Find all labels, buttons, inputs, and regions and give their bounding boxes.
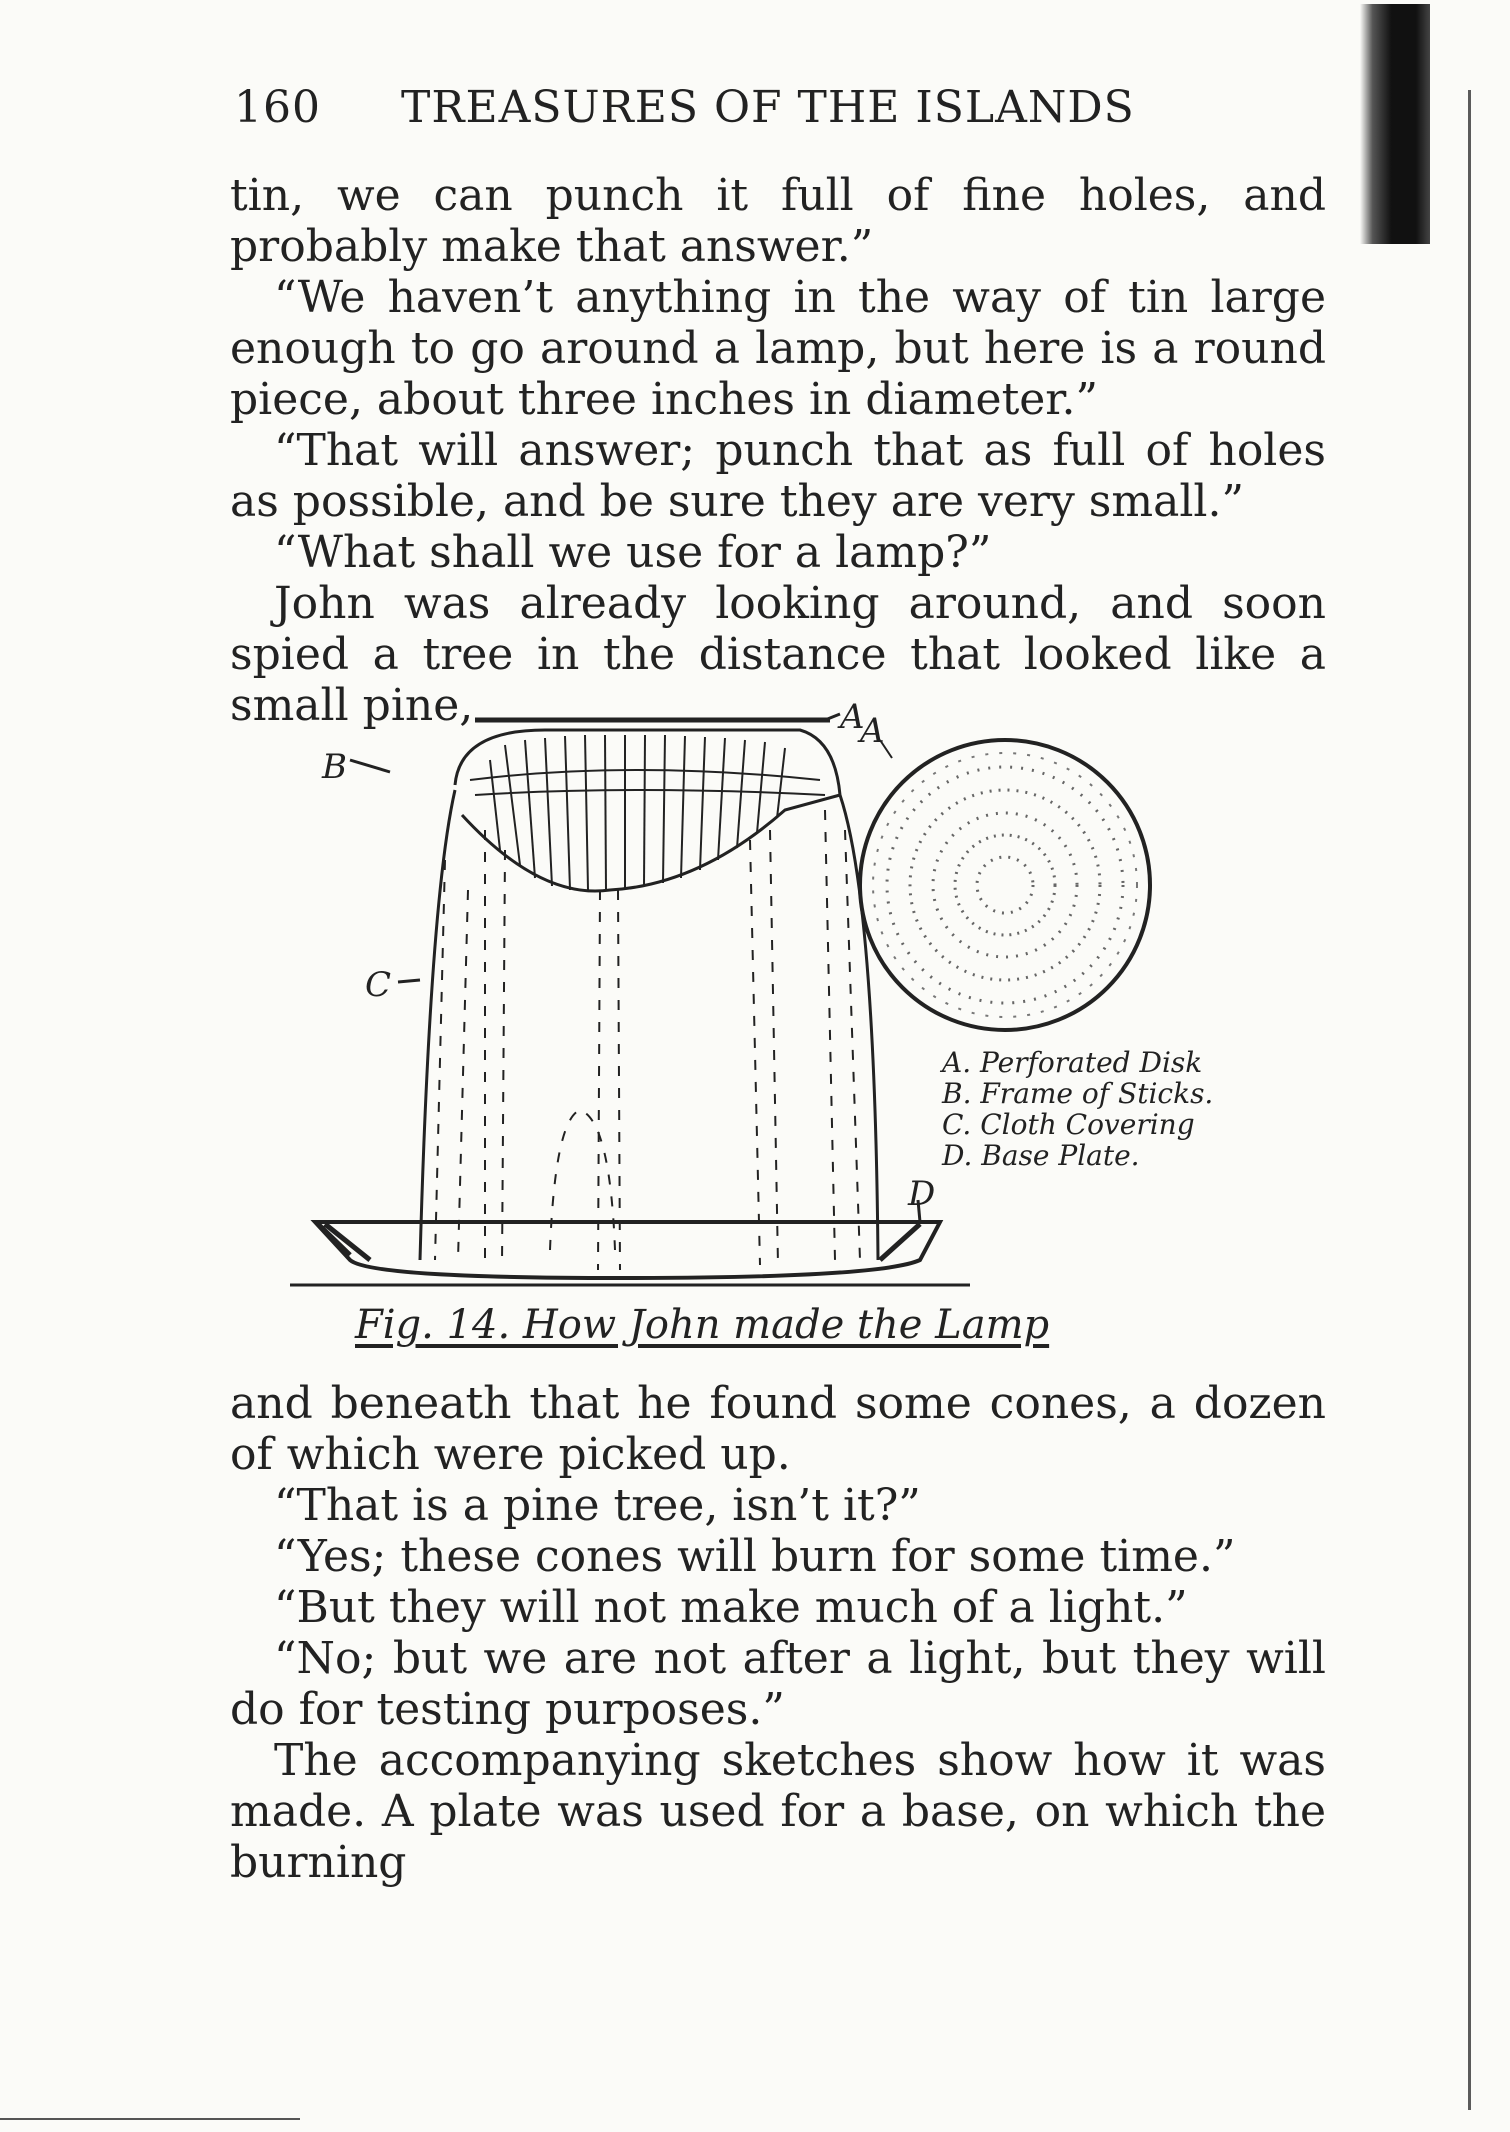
scan-bottom-rule (0, 2118, 300, 2120)
lamp-illustration (290, 714, 970, 1285)
page-edge-line (1468, 90, 1471, 2110)
label-c: C (365, 965, 392, 1005)
paragraph: “What shall we use for a lamp?” (274, 527, 992, 578)
paragraph: “That is a pine tree, isn’t it?” (274, 1480, 921, 1531)
running-title: TREASURES OF THE ISLANDS (400, 82, 1135, 133)
paragraph: John was already looking around, and soon spied a tree in the distance that looked like a small pine, (230, 578, 1326, 731)
legend-item: D. Base Plate. (942, 1139, 1140, 1172)
paragraph: “That will answer; punch that as full of holes as possible, and be sure they are very small.” (230, 425, 1326, 527)
lamp-figure (280, 700, 1340, 1350)
figure-caption: Fig. 14. How John made the Lamp (355, 1302, 1050, 1348)
paragraph: “No; but we are not after a light, but they will do for testing purposes.” (230, 1633, 1326, 1735)
paragraph: tin, we can punch it full of fine holes, and probably make that answer.” (230, 170, 1326, 272)
paragraph: The accompanying sketches show how it was made. A plate was used for a base, on which the burning (230, 1735, 1326, 1888)
book-spine-shadow (1360, 4, 1430, 244)
label-d: D (908, 1174, 936, 1214)
label-b: B (322, 747, 347, 787)
paragraph: “We haven’t anything in the way of tin large enough to go around a lamp, but here is a round piece, about three inches in diameter.” (230, 272, 1326, 425)
perforated-disk (860, 740, 1150, 1030)
legend-item: A. Perforated Disk (942, 1046, 1203, 1079)
legend-item: C. Cloth Covering (942, 1108, 1195, 1141)
figure-legend (942, 1047, 1213, 1171)
label-a-disk: A (860, 711, 885, 751)
paragraph: and beneath that he found some cones, a dozen of which were picked up. (230, 1378, 1326, 1480)
bottom-text-block (230, 1378, 1326, 1888)
running-header (234, 82, 1334, 133)
legend-item: B. Frame of Sticks. (942, 1077, 1214, 1110)
top-text-block (230, 170, 1326, 731)
label-a-top: A (840, 700, 865, 737)
paragraph: “Yes; these cones will burn for some time.” (274, 1531, 1236, 1582)
page-number: 160 (234, 82, 321, 133)
paragraph: “But they will not make much of a light.” (274, 1582, 1188, 1633)
